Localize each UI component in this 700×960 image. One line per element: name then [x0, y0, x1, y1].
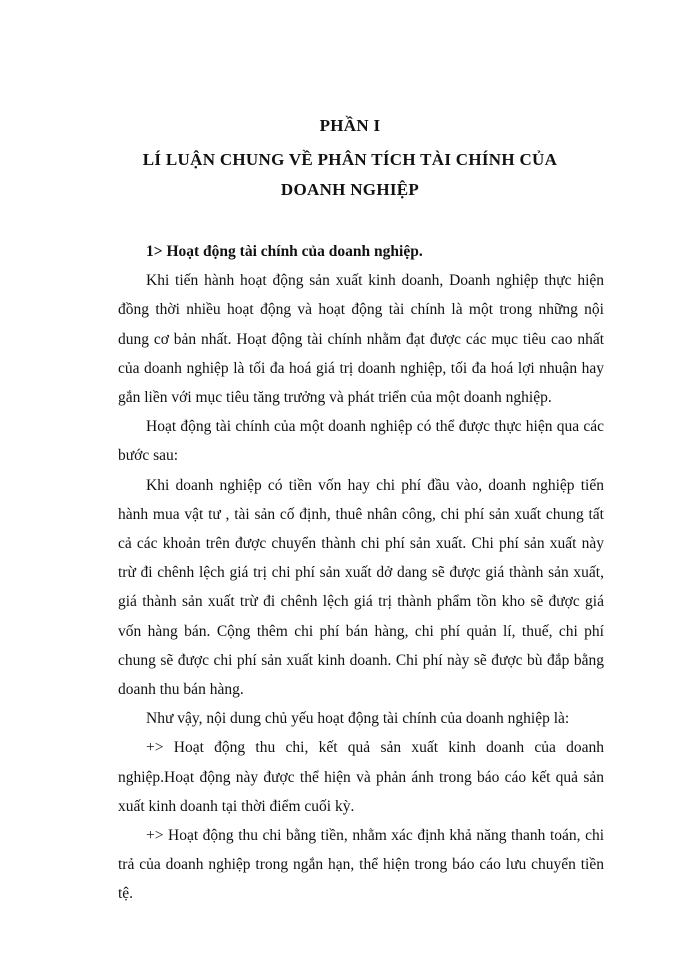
list-item-cash-activities: +> Hoạt động thu chi bằng tiền, nhằm xác định khả năng thanh toán, chi trả của doanh nghiệp trong ngắn hạn, thể hiện trong báo cáo lưu chuyển tiền tệ.: [118, 827, 604, 903]
chapter-title-line-1: LÍ LUẬN CHUNG VỀ PHÂN TÍCH TÀI CHÍNH CỦA: [142, 150, 558, 169]
paragraph-cost-flow: Khi doanh nghiệp có tiền vốn hay chi phí đầu vào, doanh nghiệp tiến hành mua vật tư , tài sản cố định, thuê nhân công, chi phí sản xuất chung tất cả các khoản trên được chuyển thành chi phí sản xuất. Chi phí sản xuất này trừ đi chênh lệch giá trị chi phí sản xuất dở dang sẽ được giá thành sản xuất, giá thành sản xuất trừ đi chênh lệch giá trị thành phẩm tồn kho sẽ được giá vốn hàng bán. Cộng thêm chi phí bán hàng, chi phí quản lí, thuế, chi phí chung sẽ được chi phí sản xuất kinh doanh. Chi phí này sẽ được bù đắp bằng doanh thu bán hàng.: [118, 476, 604, 699]
document-body: [118, 237, 604, 909]
paragraph-intro: Khi tiến hành hoạt động sản xuất kinh doanh, Doanh nghiệp thực hiện đồng thời nhiều hoạt động và hoạt động tài chính là một trong những nội dung cơ bản nhất. Hoạt động tài chính nhằm đạt được các mục tiêu cao nhất của doanh nghiệp là tối đa hoá giá trị doanh nghiệp, tối đa hoá lợi nhuận hay gắn liền với mục tiêu tăng trưởng và phát triển của một doanh nghiệp.: [118, 272, 604, 407]
paragraph-summary: Như vậy, nội dung chủ yếu hoạt động tài chính của doanh nghiệp là:: [146, 710, 570, 728]
chapter-title-line-2: DOANH NGHIỆP: [280, 180, 420, 199]
paragraph-steps-intro: Hoạt động tài chính của một doanh nghiệp có thể được thực hiện qua các bước sau:: [118, 418, 604, 465]
part-heading: PHẦN I: [319, 116, 381, 135]
list-item-income-activities: +> Hoạt động thu chi, kết quả sản xuất kinh doanh của doanh nghiệp.Hoạt động này được thể hiện và phản ánh trong báo cáo kết quả sản xuất kinh doanh tại thời điểm cuối kỳ.: [118, 739, 604, 815]
section-title: 1> Hoạt động tài chính của doanh nghiệp.: [146, 243, 423, 260]
